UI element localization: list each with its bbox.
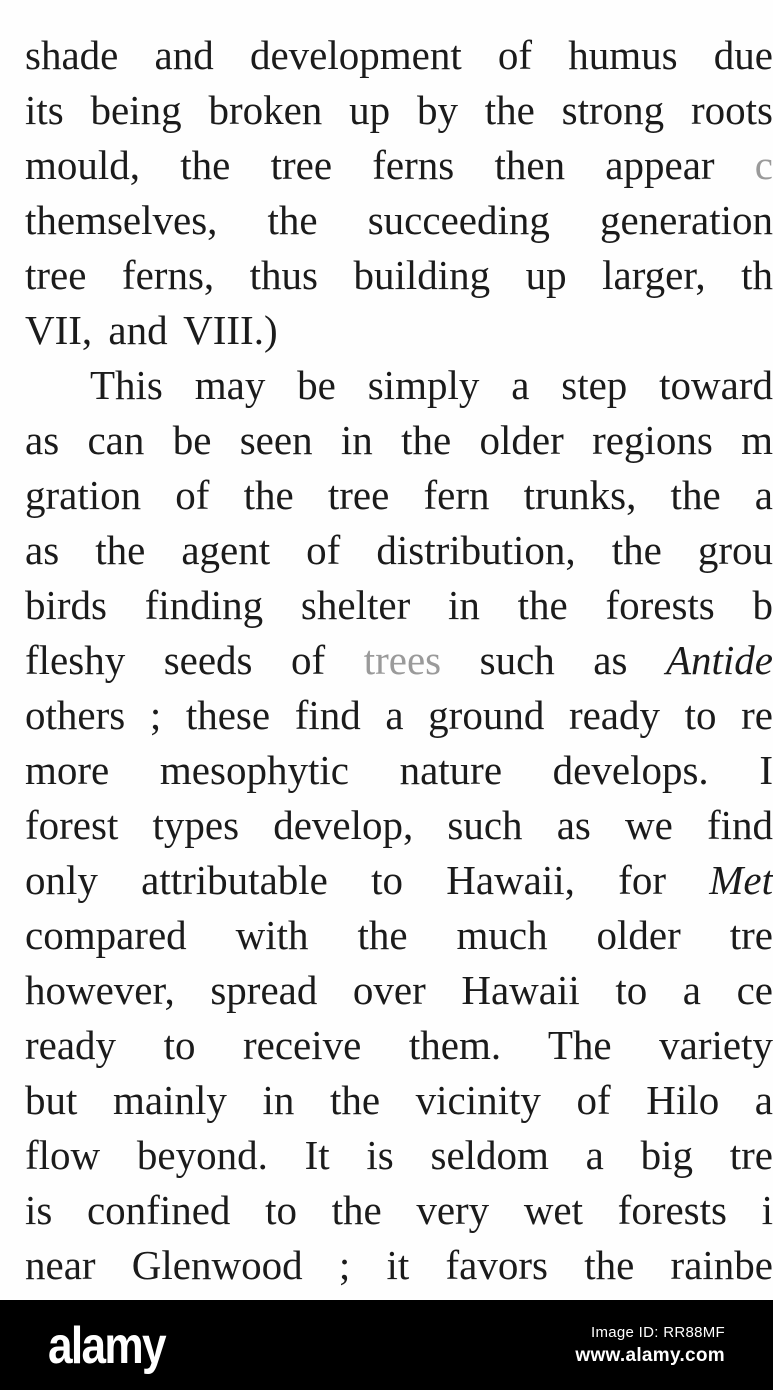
text-segment: however, spread over Hawaii to a ce (25, 967, 773, 1013)
text-line (25, 963, 773, 1018)
text-segment: near Glenwood ; it favors the rainbe (25, 1242, 773, 1288)
text-segment: compared with the much older tre (25, 912, 773, 958)
text-segment: mould, the tree ferns then appear (25, 142, 755, 188)
text-segment: as can be seen in the older regions m (25, 417, 773, 463)
text-segment: its being broken up by the strong roots (25, 87, 773, 133)
text-segment: forest types develop, such as we find (25, 802, 773, 848)
text-segment: This may be simply a step toward (90, 362, 773, 408)
text-line (25, 908, 773, 963)
alamy-url: www.alamy.com (575, 1344, 725, 1366)
text-segment: birds finding shelter in the forests b (25, 582, 773, 628)
text-segment: as the agent of distribution, the grou (25, 527, 773, 573)
text-segment: trees (363, 637, 442, 683)
text-segment: tree ferns, thus building up larger, th (25, 252, 773, 298)
text-segment: more mesophytic nature develops. I (25, 747, 773, 793)
text-line (25, 1128, 773, 1183)
species-name-italic: Met (709, 857, 773, 903)
text-segment: flow beyond. It is seldom a big tre (25, 1132, 773, 1178)
text-segment: ready to receive them. The variety (25, 1022, 773, 1068)
text-segment: gration of the tree fern trunks, the a (25, 472, 773, 518)
footer-right (575, 1324, 725, 1367)
text-segment: but mainly in the vicinity of Hilo a (25, 1077, 773, 1123)
text-line (25, 248, 773, 303)
text-line (25, 303, 773, 358)
image-id-label: Image ID: RR88MF (591, 1323, 725, 1341)
text-line (25, 523, 773, 578)
text-line (25, 1238, 773, 1293)
text-segment: themselves, the succeeding generation (25, 197, 773, 243)
text-segment: VII, and VIII.) (25, 307, 278, 353)
text-line (25, 1018, 773, 1073)
text-segment: shade and development of humus due (25, 32, 773, 78)
text-line (25, 853, 773, 908)
text-line (25, 28, 773, 83)
text-block (25, 28, 773, 1293)
text-line (25, 688, 773, 743)
text-line (25, 743, 773, 798)
text-segment: others ; these find a ground ready to re (25, 692, 773, 738)
text-line (25, 1073, 773, 1128)
text-line (25, 358, 773, 413)
text-line (25, 468, 773, 523)
text-line (25, 193, 773, 248)
footer-bar (0, 1300, 773, 1390)
text-segment: is confined to the very wet forests i (25, 1187, 773, 1233)
text-segment: c (754, 142, 773, 188)
text-line (25, 798, 773, 853)
alamy-logo: alamy (48, 1317, 165, 1375)
text-line (25, 83, 773, 138)
species-name-italic: Antide (665, 637, 773, 683)
text-segment: such as (441, 637, 666, 683)
text-line (25, 578, 773, 633)
text-line (25, 633, 773, 688)
text-segment: fleshy seeds of (25, 637, 364, 683)
text-line (25, 138, 773, 193)
text-line (25, 413, 773, 468)
text-segment: only attributable to Hawaii, for (25, 857, 710, 903)
text-line (25, 1183, 773, 1238)
